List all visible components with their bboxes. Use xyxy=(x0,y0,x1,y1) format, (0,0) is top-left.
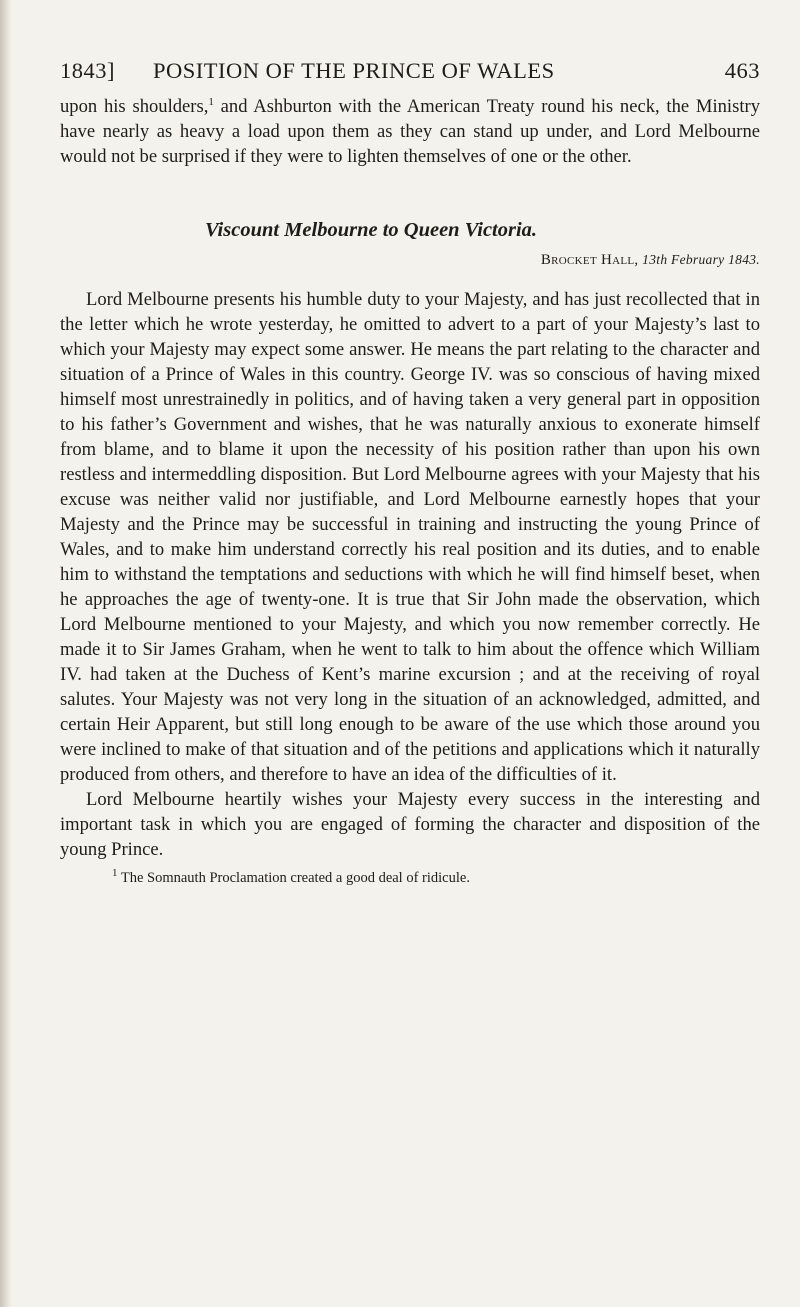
running-head xyxy=(60,58,760,92)
running-head-year: 1843] xyxy=(60,58,115,83)
letter-paragraph-1: Lord Melbourne presents his humble duty to your Majesty, and has just recollected that in the letter which he wrote yesterday, he omitted to advert to a part of your Majesty’s last to which your Majesty may expect some answer. He means the part relating to the character and situation of a Prince of Wales in this country. George IV. was so conscious of having mixed himself most unrestrainedly in politics, and of having taken a very general part in opposition to his father’s Government and wishes, that he was naturally anxious to exonerate himself from blame, and to blame it upon the necessity of his position rather than upon his own restless and intermeddling disposition. But Lord Melbourne agrees with your Majesty that his excuse was neither valid nor justifiable, and Lord Melbourne earnestly hopes that your Majesty and the Prince may be successful in training and instructing the young Prince of Wales, and to make him understand correctly his real position and its duties, and to enable him to withstand the temptations and seductions with which he will find himself beset, when he approaches the age of twenty-one. It is true that Sir John made the observation, which Lord Melbourne mentioned to your Majesty, and which you now remember correctly. He made it to Sir James Graham, when he went to talk to him about the offence which William IV. had taken at the Duchess of Kent’s marine excursion ; and at the receiving of royal salutes. Your Majesty was not very long in the situation of an acknowledged, admitted, and certain Heir Apparent, but still long enough to be aware of the use which those around you were inclined to make of that situation and of the petitions and applications which it naturally produced from others, and therefore to have an idea of the difficulties of it. xyxy=(60,289,760,785)
footnote-marker: 1 xyxy=(112,867,118,880)
page-gutter-shadow xyxy=(0,0,12,1307)
continued-paragraph xyxy=(60,94,760,169)
continued-text-after-note: and Ashburton with the American Treaty round his neck, the Ministry have nearly as heavy a load upon them as they can stand up under, and Lord Melbourne would not be surprised if they were to lighten themselves of one or the other. xyxy=(60,96,760,167)
continued-text-before-note: upon his shoulders, xyxy=(60,96,209,117)
letter-heading: Viscount Melbourne to Queen Victoria. xyxy=(205,219,538,241)
footnote xyxy=(112,867,760,887)
dateline-place: Brocket Hall, xyxy=(540,252,639,268)
book-page xyxy=(60,58,760,887)
letter-paragraph-2: Lord Melbourne heartily wishes your Majesty every success in the interesting and important task in which you are engaged of forming the character and disposition of the young Prince. xyxy=(60,789,760,860)
footnote-reference: 1 xyxy=(208,95,214,108)
page-number: 463 xyxy=(724,58,760,83)
footnote-text: The Somnauth Proclamation created a good deal of ridicule. xyxy=(117,870,470,886)
letter-dateline xyxy=(60,252,760,269)
dateline-date: 13th February 1843. xyxy=(642,252,760,267)
running-head-title: POSITION OF THE PRINCE OF WALES xyxy=(153,58,555,83)
